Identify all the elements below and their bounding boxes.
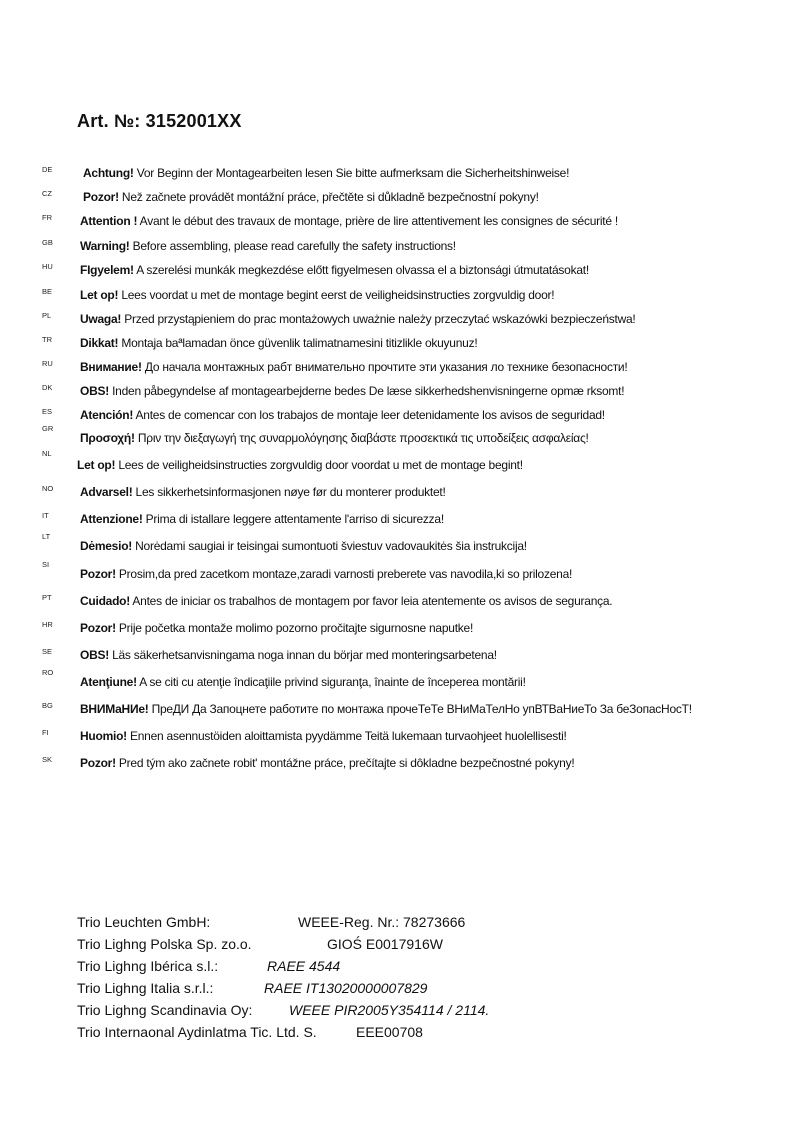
warning-text: Ennen asennustöiden aloittamista pyydämme Teitä lukemaan turvaohjeet huolellisesti! — [126, 729, 567, 743]
warning-row-be — [0, 285, 802, 305]
company-row — [77, 977, 777, 999]
warning-label: Pozor! — [80, 621, 116, 635]
warning-row-lt — [0, 532, 802, 556]
warning-row-pt — [0, 591, 802, 611]
warning-label: Pozor! — [80, 756, 116, 770]
warning-row-hu — [0, 260, 802, 280]
warning-row-sk — [0, 753, 802, 773]
warning-row-fi — [0, 726, 802, 746]
warning-message — [80, 405, 605, 425]
language-code: GR — [42, 424, 54, 433]
warning-row-pl — [0, 309, 802, 329]
warning-text: Przed przystąpieniem do prac montażowych uważnie należy przeczytać wskazówki bezpieczeństwa! — [121, 312, 636, 326]
warning-text: Prije početka montaže molimo pozorno pročitajte sigurnosne naputke! — [115, 621, 474, 635]
warning-text: Norėdami saugiai ir teisingai sumontuoti šviestuv vadovaukitės šia instrukcija! — [132, 539, 527, 553]
warning-label: FIgyelem! — [80, 263, 134, 277]
language-code: PT — [42, 593, 52, 602]
warning-label: Advarsel! — [80, 485, 133, 499]
warning-text: Avant le début des travaux de montage, prière de lire attentivement les consignes de sécurité ! — [137, 214, 618, 228]
language-code: IT — [42, 511, 49, 520]
warning-label: Προσοχή! — [80, 431, 135, 445]
warning-label: Dėmesio! — [80, 539, 133, 553]
warning-text: Pred tým ako začnete robit' montážne práce, prečítajte si dôkladne bezpečnostné pokyny! — [115, 756, 575, 770]
language-code: FI — [42, 728, 49, 737]
warning-text: A szerelési munkák megkezdése előtt figyelmesen olvassa el a biztonsági útmutatásokat! — [133, 263, 589, 277]
warning-message — [80, 333, 477, 353]
warning-message — [80, 381, 624, 401]
language-code: RO — [42, 668, 54, 677]
warning-label: Cuidado! — [80, 594, 130, 608]
warning-text: Lees voordat u met de montage begint eerst de veiligheidsinstructies zorgvuldig door! — [118, 288, 555, 302]
warning-text: Prosim,da pred zacetkom montaze,zaradi varnosti preberete vas navodila,ki so prilozena! — [115, 567, 573, 581]
language-code: LT — [42, 532, 51, 541]
language-code: RU — [42, 359, 53, 368]
language-code: TR — [42, 335, 52, 344]
warning-message — [80, 357, 627, 377]
warning-label: Attention ! — [80, 214, 138, 228]
warning-label: Achtung! — [83, 166, 134, 180]
warning-row-nl — [0, 449, 802, 475]
language-code: CZ — [42, 189, 52, 198]
warning-row-tr — [0, 333, 802, 353]
language-code: NO — [42, 484, 54, 493]
language-code: BE — [42, 287, 53, 296]
warning-text: ПреДИ Да Запоцнете работите по монтажа прочеТеТе ВНиМаТелНо упВТВаНиеТо За беЗопасНосТ! — [148, 702, 692, 716]
company-name: Trio Lighng Ibérica s.l.: — [77, 958, 219, 974]
language-code: FR — [42, 213, 52, 222]
warning-row-no — [0, 482, 802, 502]
warning-row-ru — [0, 357, 802, 377]
warning-text: Before assembling, please read carefully the safety instructions! — [129, 239, 456, 253]
warning-row-cz — [0, 187, 802, 207]
company-row — [77, 955, 777, 977]
company-name: Trio Lighng Italia s.r.l.: — [77, 980, 214, 996]
warning-row-bg — [0, 699, 802, 719]
warning-text: Πριν την διεξαγωγή της συναρμολόγησης διαβάστε προσεκτικά τις υποδείξεις ασφαλείας! — [134, 431, 589, 445]
warning-label: Huomio! — [80, 729, 127, 743]
warning-label: Attenzione! — [80, 512, 143, 526]
registration-number: WEEE-Reg. Nr.: 78273666 — [298, 914, 466, 930]
language-code: DE — [42, 165, 53, 174]
warning-message — [80, 236, 456, 256]
warning-message — [80, 482, 446, 502]
registration-number: RAEE IT13020000007829 — [264, 980, 428, 996]
article-number-title: Art. №: 3152001XX — [77, 111, 242, 131]
language-code: SI — [42, 560, 50, 569]
registration-number: RAEE 4544 — [267, 958, 341, 974]
registration-number: GIOŚ E0017916W — [327, 936, 443, 952]
warning-label: OBS! — [80, 648, 109, 662]
warning-row-si — [0, 560, 802, 584]
warning-message — [80, 645, 497, 665]
language-code: NL — [42, 449, 52, 458]
warning-message — [80, 536, 527, 556]
warning-label: Warning! — [80, 239, 130, 253]
language-code: DK — [42, 383, 53, 392]
language-code: BG — [42, 701, 53, 710]
company-row — [77, 933, 777, 955]
warning-message — [80, 211, 618, 231]
warning-message — [80, 753, 574, 773]
warning-row-gr — [0, 424, 802, 448]
language-code: HR — [42, 620, 53, 629]
warning-text: Inden påbegyndelse af montagearbejderne bedes De læse sikkerhedshenvisningerne opmæ rksomt! — [109, 384, 625, 398]
warning-message — [83, 163, 569, 183]
warning-text: Vor Beginn der Montagearbeiten lesen Sie bitte aufmerksam die Sicherheitshinweise! — [133, 166, 570, 180]
warning-row-dk — [0, 381, 802, 401]
company-row — [77, 911, 777, 933]
warning-message — [80, 618, 473, 638]
warning-label: OBS! — [80, 384, 109, 398]
warning-message — [80, 672, 526, 692]
warning-label: Let op! — [77, 458, 116, 472]
warning-message — [83, 187, 539, 207]
warning-text: До начала монтажных рабт внимательно прочтите эти указания ло технике безопасности! — [141, 360, 628, 374]
warning-row-de — [0, 163, 802, 183]
warning-text: Antes de comencar con los trabajos de montaje leer detenidamente los avisos de seguridad! — [133, 408, 605, 422]
language-code: SK — [42, 755, 53, 764]
warning-label: Uwaga! — [80, 312, 122, 326]
warning-row-gb — [0, 236, 802, 256]
warning-message — [80, 428, 589, 448]
company-name: Trio Internaonal Aydinlatma Tic. Ltd. S. — [77, 1024, 317, 1040]
warning-message — [80, 591, 612, 611]
warning-text: Lees de veiligheidsinstructies zorgvuldig door voordat u met de montage begint! — [115, 458, 523, 472]
warning-label: Pozor! — [80, 567, 116, 581]
warning-text: Läs säkerhetsanvisningama noga innan du börjar med monteringsarbetena! — [109, 648, 497, 662]
warning-message — [80, 726, 567, 746]
warning-message — [80, 285, 554, 305]
language-code: ES — [42, 407, 53, 416]
warning-label: Внимание! — [80, 360, 142, 374]
language-code: SE — [42, 647, 53, 656]
warning-text: Prima di istallare leggere attentamente l'arriso di sicurezza! — [142, 512, 444, 526]
company-name: Trio Lighng Scandinavia Oy: — [77, 1002, 253, 1018]
warning-label: Let op! — [80, 288, 119, 302]
warning-message — [80, 564, 572, 584]
warning-row-ro — [0, 668, 802, 692]
warning-text: A se citi cu atenţie îndicaţiile privind siguranţa, înainte de începerea montării! — [136, 675, 526, 689]
registration-number: EEE00708 — [356, 1024, 423, 1040]
warning-message — [80, 509, 444, 529]
warning-label: Pozor! — [83, 190, 119, 204]
warning-row-se — [0, 645, 802, 665]
language-code: PL — [42, 311, 52, 320]
registration-number: WEEE PIR2005Y354114 / 2114. — [289, 1002, 490, 1018]
company-row — [77, 1021, 777, 1043]
warning-message — [80, 699, 692, 719]
warning-row-hr — [0, 618, 802, 638]
language-code: GB — [42, 238, 53, 247]
warning-message — [80, 260, 589, 280]
company-name: Trio Leuchten GmbH: — [77, 914, 211, 930]
warning-row-it — [0, 509, 802, 529]
warning-text: Montaja baªlamadan önce güvenlik talimatnamesini titizlikle okuyunuz! — [118, 336, 478, 350]
warning-message — [77, 455, 523, 475]
company-row — [77, 999, 777, 1021]
company-name: Trio Lighng Polska Sp. zo.o. — [77, 936, 252, 952]
warning-text: Antes de iniciar os trabalhos de montagem por favor leia atentemente os avisos de segurança. — [130, 594, 613, 608]
language-code: HU — [42, 262, 53, 271]
warning-label: ВНИМаНИе! — [80, 702, 149, 716]
warning-label: Dikkat! — [80, 336, 119, 350]
warning-text: Než začnete provádět montážní práce, přečtěte si důkladně bezpečnostní pokyny! — [118, 190, 539, 204]
warning-label: Atenţiune! — [80, 675, 137, 689]
warning-text: Les sikkerhetsinformasjonen nøye før du monterer produktet! — [132, 485, 446, 499]
warning-row-es — [0, 405, 802, 425]
warning-message — [80, 309, 636, 329]
warning-label: Atención! — [80, 408, 134, 422]
warning-row-fr — [0, 211, 802, 231]
